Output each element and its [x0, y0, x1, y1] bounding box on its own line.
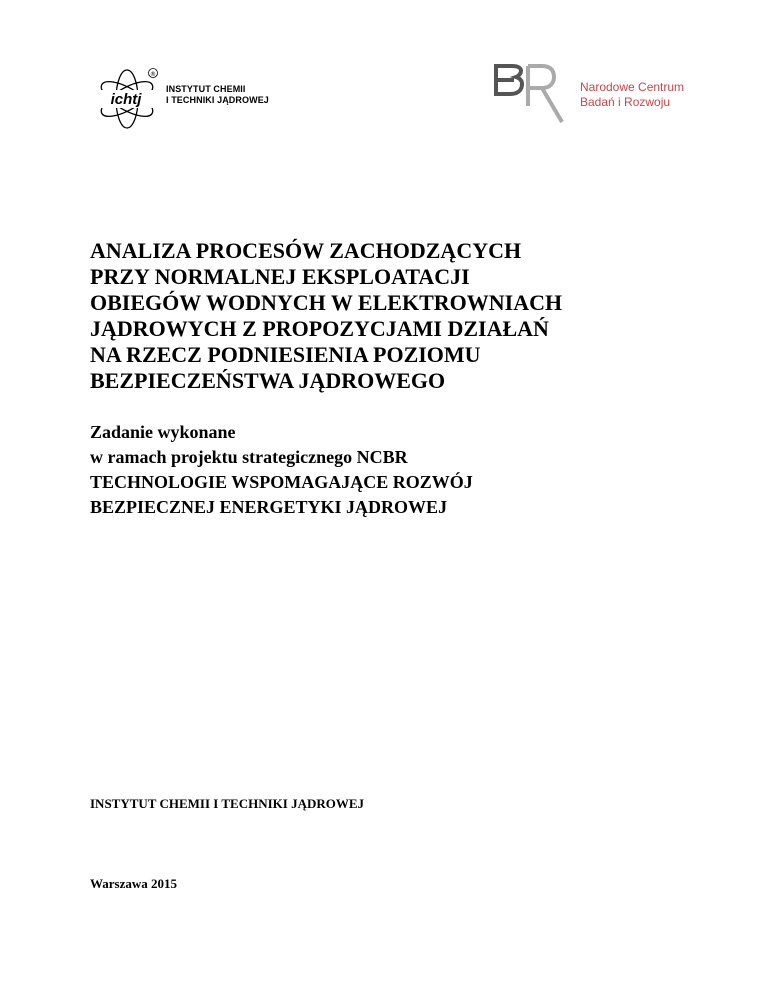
- ichtj-logo-mark: ichtj: [110, 91, 142, 108]
- ncbr-logo-line2: Badań i Rozwoju: [580, 95, 671, 109]
- title-line: BEZPIECZEŃSTWA JĄDROWEGO: [90, 368, 446, 393]
- ichtj-atom-icon: [96, 62, 164, 132]
- place-year: Warszawa 2015: [90, 876, 178, 891]
- title-line: PRZY NORMALNEJ EKSPLOATACJI: [90, 264, 470, 289]
- subtitle-line: BEZPIECZNEJ ENERGETYKI JĄDROWEJ: [90, 497, 448, 517]
- ncbr-monogram-icon: [492, 60, 578, 130]
- document-title: [90, 238, 690, 394]
- ncbr-logo: [492, 60, 692, 130]
- registered-mark: ®: [150, 71, 156, 78]
- ncbr-logo-line1: Narodowe Centrum: [580, 80, 685, 94]
- ichtj-logo-text: [166, 84, 269, 106]
- document-subtitle: [90, 420, 690, 520]
- subtitle-line: w ramach projektu strategicznego NCBR: [90, 447, 408, 467]
- institute-name: INSTYTUT CHEMII I TECHNIKI JĄDROWEJ: [90, 796, 365, 811]
- ichtj-logo: [96, 62, 366, 132]
- title-line: ANALIZA PROCESÓW ZACHODZĄCYCH: [90, 238, 522, 263]
- ichtj-logo-line2: I TECHNIKI JĄDROWEJ: [166, 95, 269, 105]
- title-line: OBIEGÓW WODNYCH W ELEKTROWNIACH: [90, 290, 563, 315]
- title-line: NA RZECZ PODNIESIENIA POZIOMU: [90, 342, 481, 367]
- ncbr-logo-text: [580, 80, 684, 110]
- ichtj-logo-line1: INSTYTUT CHEMII: [166, 84, 246, 94]
- subtitle-line: Zadanie wykonane: [90, 422, 236, 442]
- title-line: JĄDROWYCH Z PROPOZYCJAMI DZIAŁAŃ: [90, 316, 549, 341]
- subtitle-line: TECHNOLOGIE WSPOMAGAJĄCE ROZWÓJ: [90, 472, 473, 492]
